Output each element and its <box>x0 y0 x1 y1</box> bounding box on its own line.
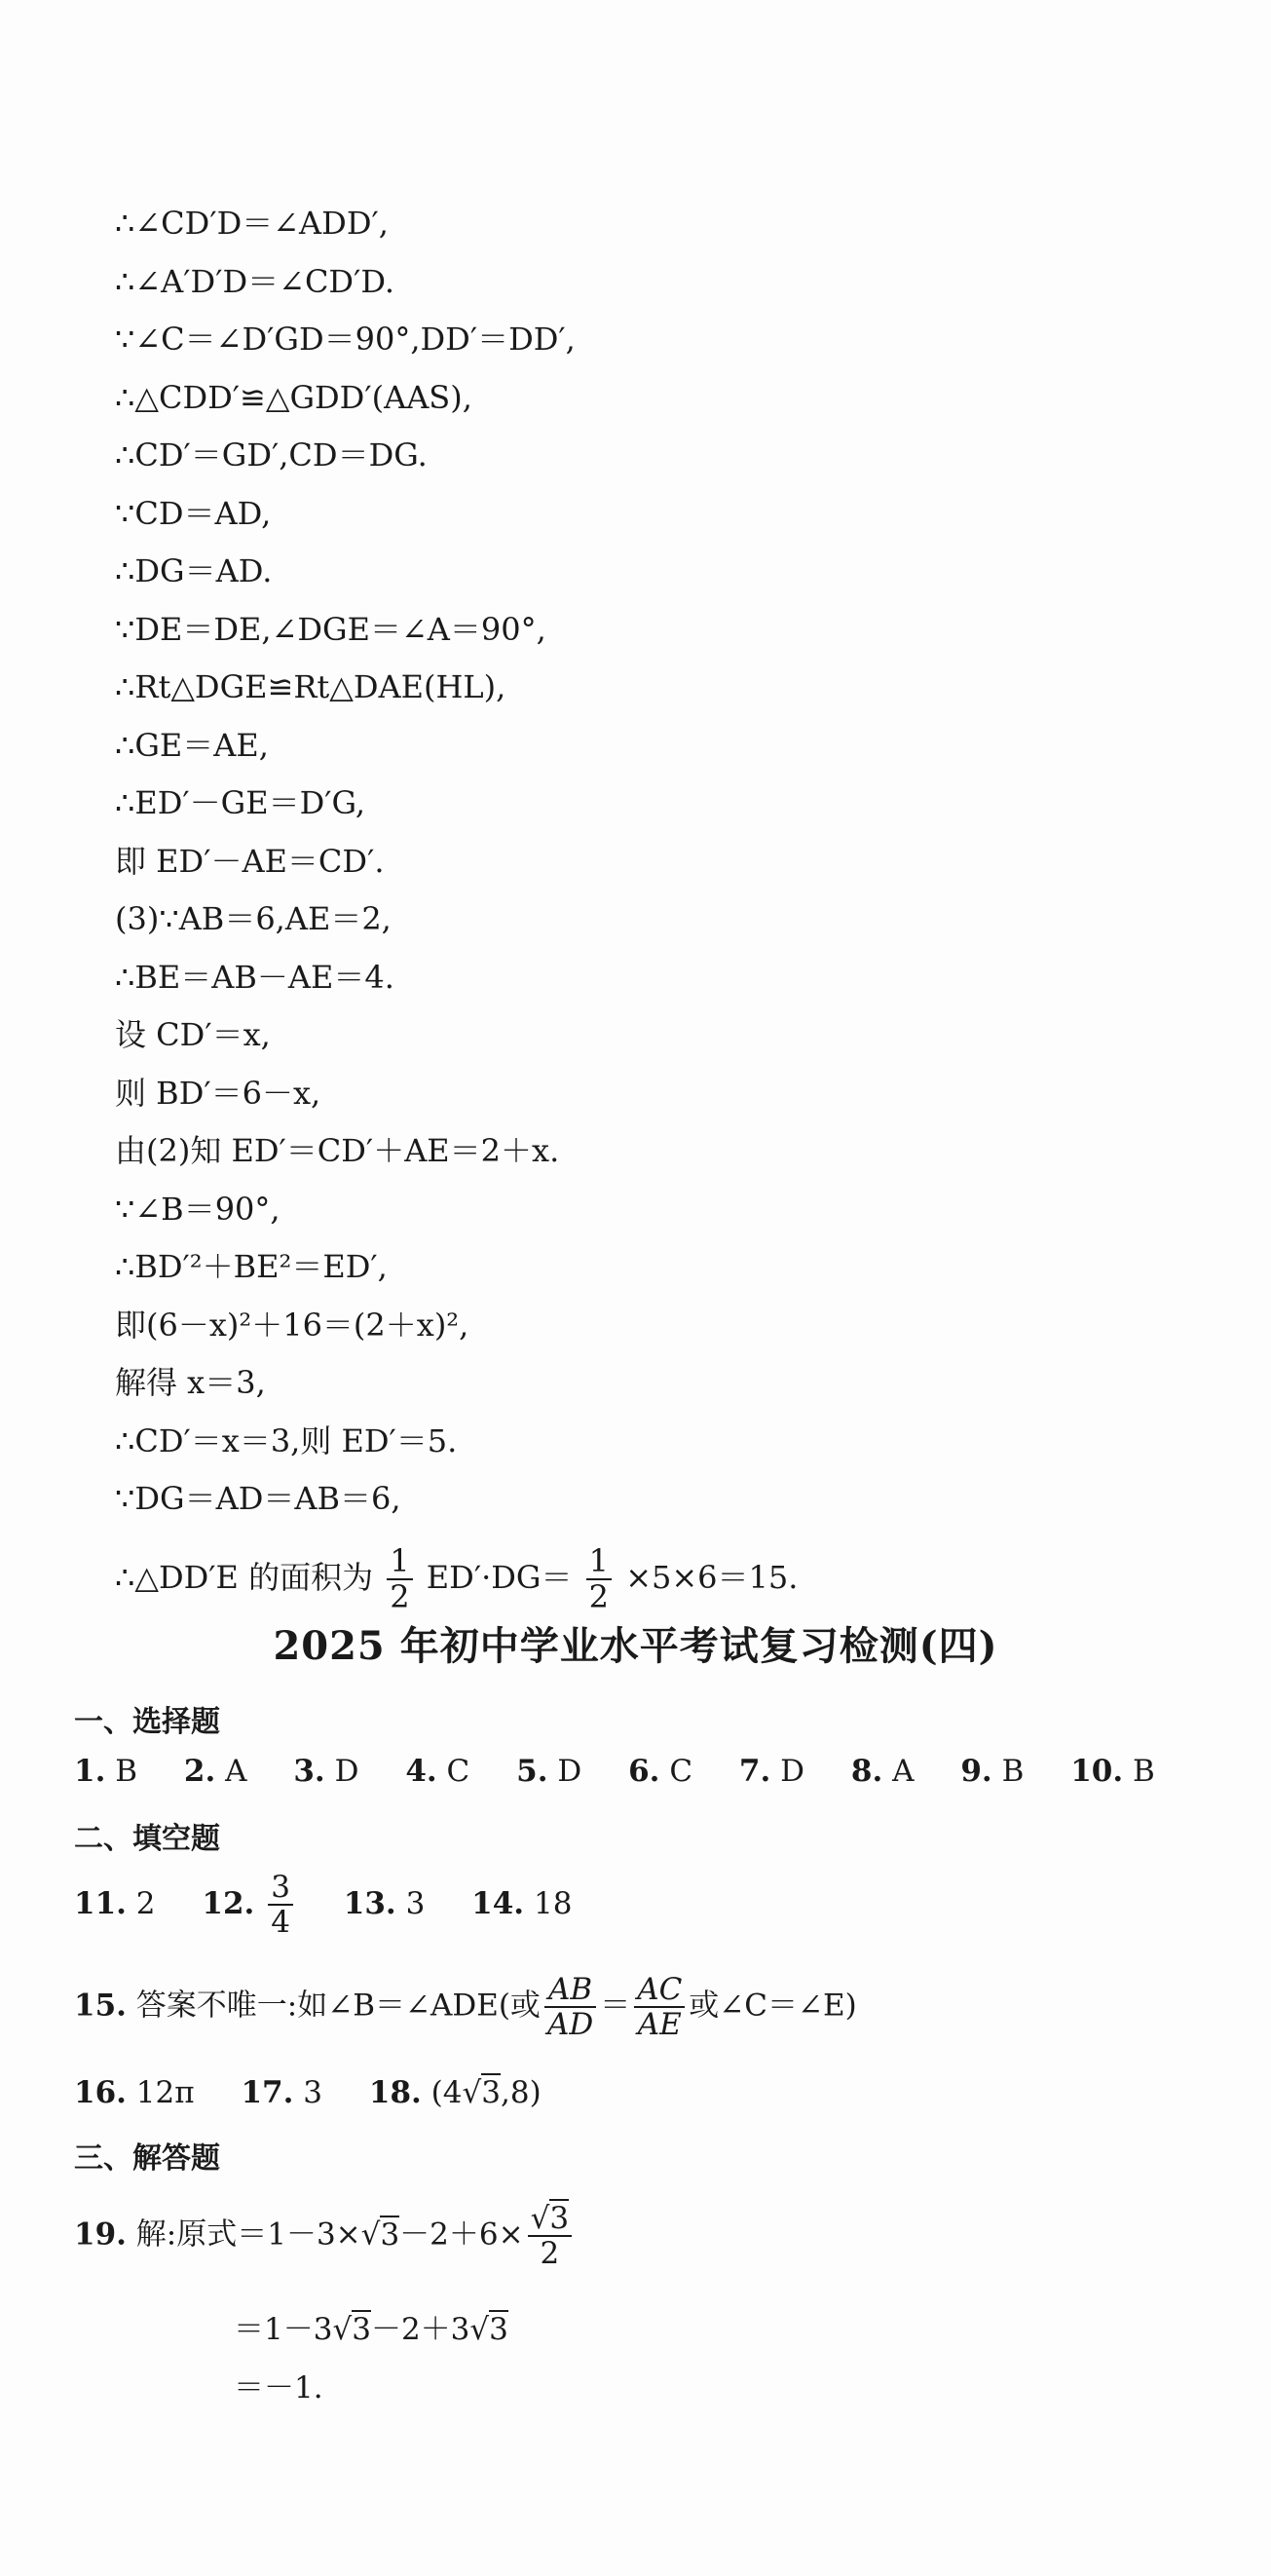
choice-answer: 9. B <box>960 1754 1025 1789</box>
q19-line1: 19. 解:原式＝1－3×√3－2＋6× $\frac{√3}{2}$ <box>74 2202 576 2270</box>
section-heading: 三、解答题 <box>74 2141 220 2176</box>
proof-line: ∴DG＝AD. <box>115 552 273 589</box>
fraction-denominator: 2 <box>588 1578 610 1615</box>
choice-answers-row <box>74 1754 1192 1789</box>
proof-line: ∵DG＝AD＝AB＝6, <box>115 1480 401 1517</box>
proof-line: 则 BD′＝6－x, <box>115 1074 321 1112</box>
fraction-denominator: 2 <box>390 1578 410 1615</box>
proof-line: ∴∠CD′D＝∠ADD′, <box>115 205 389 242</box>
proof-line: ∴Rt△DGE≌Rt△DAE(HL), <box>115 668 506 705</box>
choice-answer: 5. D <box>516 1754 582 1789</box>
fill-answer: 12. $\frac{3}{4}$ <box>202 1886 306 1921</box>
page-title: 2025 年初中学业水平考试复习检测(四) <box>273 1623 998 1669</box>
proof-line: ∵∠C＝∠D′GD＝90°,DD′＝DD′, <box>115 321 576 358</box>
fill-answer: 13. 3 <box>343 1885 426 1921</box>
proof-line: 即(6－x)²＋16＝(2＋x)², <box>115 1306 469 1344</box>
proof-line: ∴△CDD′≌△GDD′(AAS), <box>115 378 472 416</box>
q19-line3: ＝－1. <box>234 2370 323 2406</box>
choice-answer: 3. D <box>293 1754 359 1789</box>
choice-answer: 10. B <box>1070 1754 1155 1789</box>
choice-answer: 7. D <box>738 1754 805 1789</box>
sqrt-sign: √ <box>469 2312 490 2347</box>
sqrt-sign: √ <box>530 2201 550 2236</box>
fraction-numerator: 1 <box>586 1544 612 1580</box>
proof-line: ∴BE＝AB－AE＝4. <box>115 958 394 996</box>
proof-line: ∴CD′＝GD′,CD＝DG. <box>115 436 428 474</box>
proof-line: 解得 x＝3, <box>115 1364 266 1401</box>
fill-answer: 11. 2 <box>74 1885 156 1921</box>
area-suffix: ×5×6＝15. <box>625 1558 799 1596</box>
choice-answer: 2. A <box>183 1754 247 1789</box>
fraction <box>586 1541 612 1615</box>
proof-block <box>115 195 1186 1626</box>
proof-line: ∴BD′²＋BE²＝ED′, <box>115 1248 388 1285</box>
sqrt-sign: √ <box>360 2216 381 2253</box>
proof-line: 设 CD′＝x, <box>115 1016 271 1053</box>
proof-line: 即 ED′－AE＝CD′. <box>115 842 385 880</box>
fraction-numerator: 1 <box>387 1544 412 1580</box>
fraction <box>387 1541 412 1615</box>
choice-answer: 8. A <box>850 1754 915 1789</box>
fill-answer: 16. 12π <box>74 2075 195 2110</box>
fill-answer: 14. 18 <box>471 1885 573 1921</box>
fill-answer: 18. (4√3,8) <box>368 2075 542 2110</box>
area-line <box>115 1529 1186 1626</box>
proof-line: ∴GE＝AE, <box>115 726 269 764</box>
fraction: $\frac{3}{4}$ <box>268 1871 293 1939</box>
fraction: $\frac{√3}{2}$ <box>528 2202 573 2270</box>
proof-line: ∵∠B＝90°, <box>115 1190 280 1228</box>
sqrt-sign: √ <box>462 2075 482 2110</box>
proof-line: ∵CD＝AD, <box>115 494 272 532</box>
fraction: $\frac{AB}{AD}$ <box>544 1973 596 2041</box>
section-heading: 一、选择题 <box>74 1705 220 1739</box>
fill-answers-row <box>74 2075 579 2110</box>
sqrt-sign: √ <box>332 2312 353 2347</box>
proof-line: ∴CD′＝x＝3,则 ED′＝5. <box>115 1421 458 1459</box>
proof-line: (3)∵AB＝6,AE＝2, <box>115 900 392 937</box>
area-prefix: ∴△DD′E 的面积为 <box>115 1558 374 1596</box>
fraction: $\frac{AC}{AE}$ <box>634 1973 685 2041</box>
area-middle: ED′·DG＝ <box>426 1558 573 1596</box>
proof-line: ∵DE＝DE,∠DGE＝∠A＝90°, <box>115 610 546 648</box>
choice-answer: 6. C <box>628 1754 693 1789</box>
fill-answer: 17. 3 <box>241 2075 323 2110</box>
proof-line: 由(2)知 ED′＝CD′＋AE＝2＋x. <box>115 1132 560 1169</box>
q19-line2: ＝1－3√3－2＋3√3 <box>234 2312 508 2347</box>
section-heading: 二、填空题 <box>74 1822 220 1856</box>
proof-line: ∴∠A′D′D＝∠CD′D. <box>115 262 395 300</box>
choice-answer: 4. C <box>405 1754 470 1789</box>
choice-answer: 1. B <box>74 1754 138 1789</box>
q15-answer: 15. 答案不唯一:如∠B＝∠ADE(或 $\frac{AB}{AD}$ ＝ $\frac{AC}{AE}$ 或∠C＝∠E) <box>74 1972 857 2043</box>
proof-line: ∴ED′－GE＝D′G, <box>115 784 366 821</box>
fill-answers-row <box>74 1871 609 1939</box>
